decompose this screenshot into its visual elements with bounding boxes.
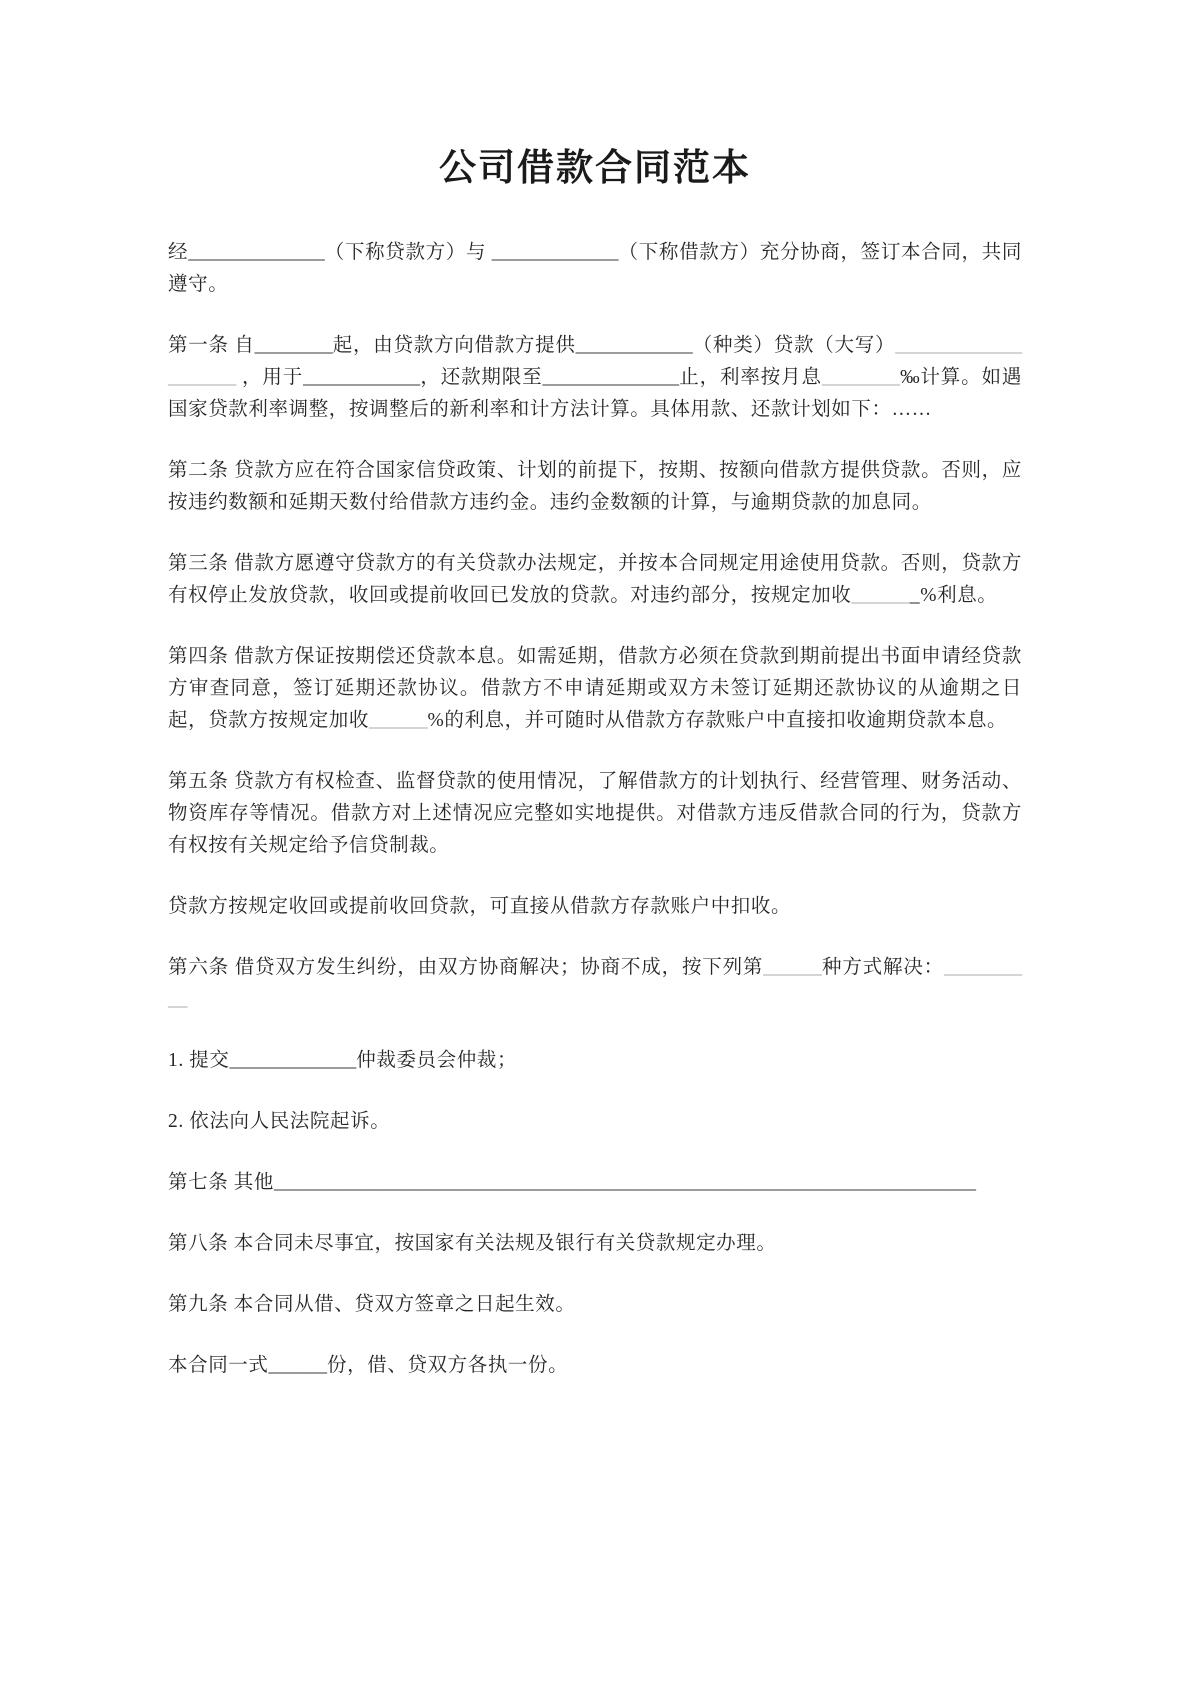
paragraph-text: 第九条 本合同从借、贷双方签章之日起生效。 [168, 1293, 576, 1315]
paragraph-text: 第四条 借款方保证按期偿还贷款本息。如需延期，借款方必须在贷款到期前提出书面申请经贷款方审查同意，签订延期还款协议。借款方不申请延期或双方未签订延期还款协议的从逾期之日起，贷款方按规定加收 [168, 645, 1022, 731]
contract-paragraph [168, 237, 1022, 301]
document-title: 公司借款合同范本 [439, 148, 751, 189]
paragraph-text: 份，借、贷双方各执一份。 [327, 1354, 569, 1376]
contract-paragraph [168, 1106, 1022, 1138]
contract-paragraph [168, 952, 1022, 1016]
paragraph-text: （下称借款方）充分协商，签订本合同，共同遵守。 [168, 241, 1022, 295]
contract-paragraph [168, 1350, 1022, 1382]
fill-in-blank: ____________ [575, 334, 693, 356]
contract-paragraph [168, 455, 1022, 519]
contract-paragraph [168, 1167, 1022, 1199]
fill-in-blank: ________ [821, 366, 900, 388]
paragraph-text: ‰计算。如遇国家贷款利率调整，按调整后的新利率和计方法计算。具体用款、还款计划如下：…… [168, 366, 1022, 420]
fill-in-blank: ______ [268, 1354, 328, 1376]
fill-in-blank: ________ [254, 334, 333, 356]
paragraph-text: 仲裁委员会仲裁； [356, 1049, 518, 1071]
fill-in-blank: ______ [763, 956, 822, 978]
fill-in-blank: ________________________________________________________________________ [273, 1171, 976, 1193]
fill-in-blank: _____________ [491, 241, 619, 263]
paragraph-text: 种方式解决： [821, 956, 944, 978]
paragraph-text: 1. 提交 [168, 1049, 230, 1071]
contract-paragraph [168, 891, 1022, 923]
paragraph-text: 止，利率按月息 [679, 366, 822, 388]
contract-paragraph [168, 641, 1022, 737]
contract-paragraph [168, 1289, 1022, 1321]
paragraph-text: _%利息。 [909, 584, 998, 606]
paragraph-text: （下称贷款方）与 [324, 241, 492, 263]
fill-in-blank: ______ [851, 584, 910, 606]
paragraph-text: 贷款方按规定收回或提前收回贷款，可直接从借款方存款账户中扣收。 [168, 895, 792, 917]
paragraph-text: 第二条 贷款方应在符合国家信贷政策、计划的前提下，按期、按额向借款方提供贷款。否则，应按违约数额和延期天数付给借款方违约金。违约金数额的计算，与逾期贷款的加息同。 [168, 459, 1022, 513]
paragraph-text: 第七条 其他 [168, 1171, 274, 1193]
contract-body [168, 237, 1022, 1382]
paragraph-text: 起，由贷款方向借款方提供 [332, 334, 576, 356]
fill-in-blank: ______________ [188, 241, 325, 263]
contract-paragraph [168, 1228, 1022, 1260]
paragraph-text: 本合同一式 [168, 1354, 269, 1376]
paragraph-text: 第三条 借款方愿遵守贷款方的有关贷款办法规定，并按本合同规定用途使用贷款。否则，贷款方有权停止发放贷款，收回或提前收回已发放的贷款。对违约部分，按规定加收 [168, 552, 1022, 606]
paragraph-text: 第八条 本合同未尽事宜，按国家有关法规及银行有关贷款规定办理。 [168, 1232, 777, 1254]
contract-paragraph [168, 1045, 1022, 1077]
fill-in-blank: ____________ [303, 366, 421, 388]
fill-in-blank: ______________ [542, 366, 680, 388]
contract-paragraph [168, 330, 1022, 426]
fill-in-blank: ____________________ [168, 334, 1022, 388]
fill-in-blank: ______ [369, 709, 428, 731]
paragraph-text: ，用于 [236, 366, 304, 388]
paragraph-text: ，还款期限至 [420, 366, 543, 388]
paragraph-text: 第五条 贷款方有权检查、监督贷款的使用情况，了解借款方的计划执行、经营管理、财务活动、物资库存等情况。借款方对上述情况应完整如实地提供。对借款方违反借款合同的行为，贷款方有权按有关规定给予信贷制裁。 [168, 770, 1022, 856]
paragraph-text: （种类）贷款（大写） [692, 334, 896, 356]
paragraph-text: 经 [168, 241, 189, 263]
contract-paragraph [168, 548, 1022, 612]
paragraph-text: 第一条 自 [168, 334, 255, 356]
paragraph-text: %的利息，并可随时从借款方存款账户中直接扣收逾期贷款本息。 [427, 709, 1008, 731]
paragraph-text: 2. 依法向人民法院起诉。 [168, 1110, 391, 1132]
fill-in-blank: _____________ [229, 1049, 357, 1071]
contract-paragraph [168, 766, 1022, 862]
paragraph-text: 第六条 借贷双方发生纠纷，由双方协商解决；协商不成，按下列第 [168, 956, 764, 978]
fill-in-blank: __________ [168, 956, 1022, 1010]
